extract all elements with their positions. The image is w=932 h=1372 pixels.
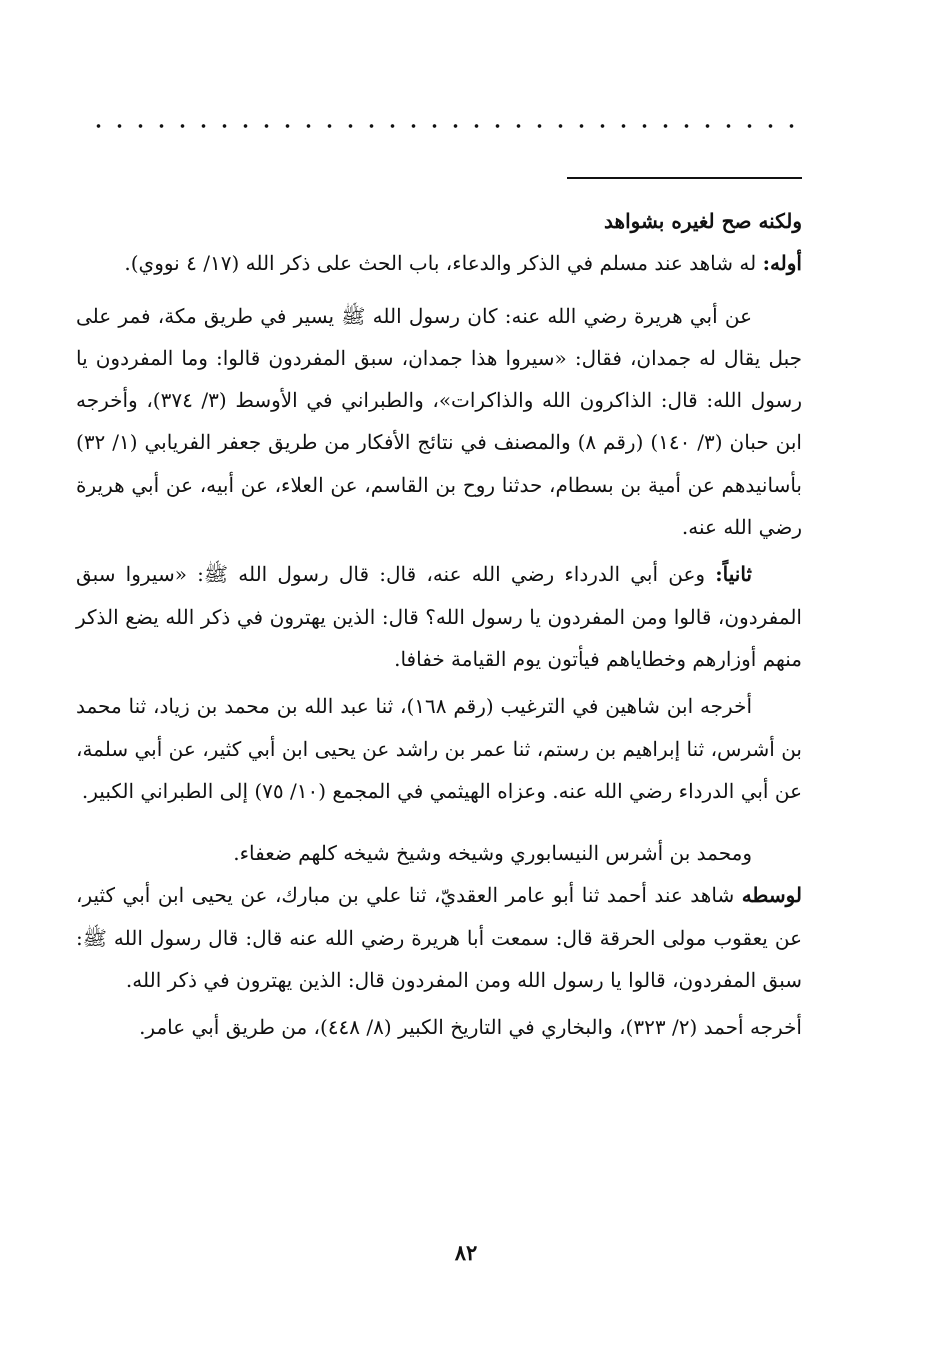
paragraph-abu-hurairah: عن أبي هريرة رضي الله عنه: كان رسول الله ﷺ يسير في طريق مكة، فمر على جبل يقال له جمدان، فقال: «سيروا هذا جمدان، سبق المفردون قالوا: وما المفردون يا رسول الله: قال: الذاكرون الله والذاكرات»، والطبراني في الأوسط (٣/ ٣٧٤)، وأخرجه ابن حبان (٣/ ١٤٠) (رقم ٨) والمصنف في نتائج الأفكار من طريق جعفر الفريابي (١/ ٣٢) بأسانيدهم عن أمية بن بسطام، حدثنا روح بن القاسم، عن العلاء، عن أبيه، عن أبي هريرة رضي الله عنه.: [76, 303, 802, 540]
paragraph-ahmad-bukhari: أخرجه أحمد (٢/ ٣٢٣)، والبخاري في التاريخ الكبير (٨/ ٤٤٨)، من طريق أبي عامر.: [139, 1015, 802, 1040]
footnote-rule: [567, 177, 802, 179]
paragraph-second-witness: [76, 553, 802, 680]
paragraph-lead: لوسطه: [741, 883, 802, 908]
paragraph-text: له شاهد عند مسلم في الذكر والدعاء، باب الحث على ذكر الله (١٧/ ٤ نووي).: [124, 251, 763, 276]
paragraph-text: وعن أبي الدرداء رضي الله عنه، قال: قال رسول الله ﷺ: «سيروا سبق المفردون، قالوا ومن المفردون يا رسول الله؟ قال: الذين يهترون في ذكر الله يضع الذكر منهم أوزارهم وخطاياهم فيأتون يوم القيامة خفافا.: [76, 562, 802, 671]
paragraph-weak-narrators: ومحمد بن أشرس النيسابوري وشيخه وشيخ شيخه كلهم ضعفاء.: [233, 841, 752, 866]
section-heading: ولكنه صح لغيره بشواهد: [604, 209, 802, 233]
paragraph-first-witness: [76, 242, 802, 284]
paragraph-lead: أوله:: [762, 251, 802, 276]
paragraph-middle-witness: [76, 874, 802, 1001]
page-body: [76, 200, 802, 1049]
paragraph-text: شاهد عند أحمد ثنا أبو عامر العقديّ، ثنا علي بن مبارك، عن يحيى ابن أبي كثير، عن يعقوب مولى الحرقة قال: سمعت أبا هريرة رضي الله عنه قال: قال رسول الله ﷺ: سبق المفردون، قالوا يا رسول الله ومن المفردون قال: الذين يهترون في ذكر الله.: [76, 883, 802, 993]
page-number: ٨٢: [454, 1240, 478, 1265]
paragraph-lead: ثانياً:: [715, 562, 752, 587]
dotted-separator: [88, 122, 802, 130]
paragraph-ibn-shahin: أخرجه ابن شاهين في الترغيب (رقم ١٦٨)، ثنا عبد الله بن محمد بن زياد، ثنا محمد بن أشرس، ثنا إبراهيم بن رستم، ثنا عمر بن راشد عن يحيى ابن أبي كثير، عن أبي سلمة، عن أبي الدرداء رضي الله عنه. وعزاه الهيثمي في المجمع (١٠/ ٧٥) إلى الطبراني الكبير.: [76, 694, 802, 803]
